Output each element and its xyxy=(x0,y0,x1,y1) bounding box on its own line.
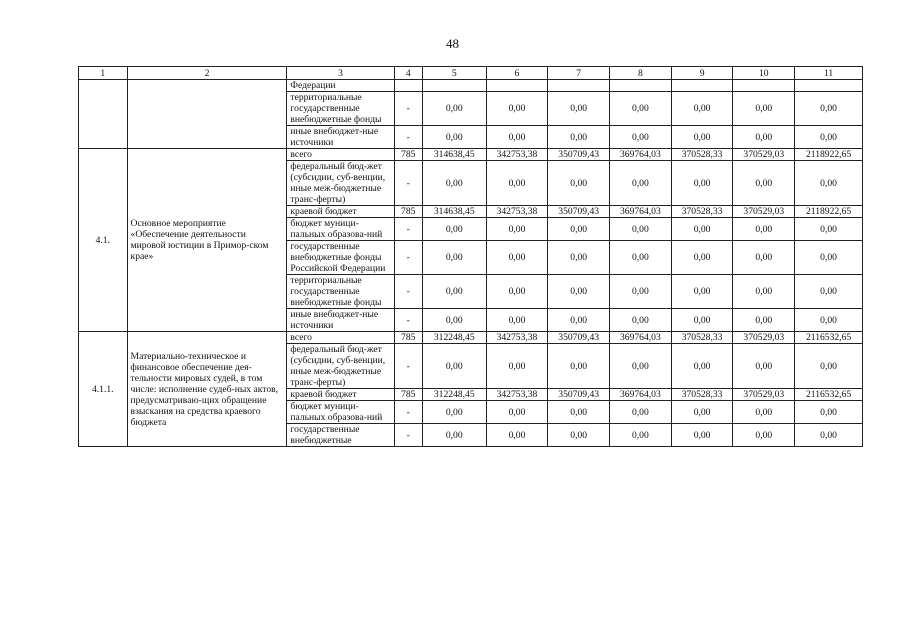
amount-cell: 370529,03 xyxy=(733,149,795,161)
amount-cell: 369764,03 xyxy=(610,206,672,218)
amount-cell: 0,00 xyxy=(733,241,795,275)
amount-cell: 0,00 xyxy=(486,241,548,275)
amount-cell: 0,00 xyxy=(486,275,548,309)
amount-cell: 0,00 xyxy=(610,126,672,149)
amount-cell: 314638,45 xyxy=(422,149,486,161)
amount-cell: 0,00 xyxy=(610,401,672,424)
amount-cell: 0,00 xyxy=(671,275,733,309)
amount-cell: 0,00 xyxy=(422,126,486,149)
amount-cell: 0,00 xyxy=(733,126,795,149)
column-header-4: 4 xyxy=(394,67,422,80)
amount-cell: 342753,38 xyxy=(486,149,548,161)
amount-cell: 370528,33 xyxy=(671,332,733,344)
amount-cell: 342753,38 xyxy=(486,389,548,401)
amount-cell: 312248,45 xyxy=(422,389,486,401)
amount-cell: 0,00 xyxy=(610,92,672,126)
grbs-code xyxy=(394,80,422,92)
amount-cell: 2118922,65 xyxy=(795,206,863,218)
amount-cell: 0,00 xyxy=(795,424,863,447)
grbs-code: - xyxy=(394,241,422,275)
amount-cell: 0,00 xyxy=(733,401,795,424)
amount-cell: 0,00 xyxy=(610,241,672,275)
column-header-9: 9 xyxy=(671,67,733,80)
amount-cell: 0,00 xyxy=(671,309,733,332)
amount-cell: 312248,45 xyxy=(422,332,486,344)
amount-cell: 0,00 xyxy=(422,424,486,447)
item-name: Основное мероприятие «Обеспечение деятельности мировой юстиции в Примор-ском крае» xyxy=(127,149,287,332)
column-header-11: 11 xyxy=(795,67,863,80)
grbs-code: - xyxy=(394,401,422,424)
amount-cell xyxy=(795,80,863,92)
funding-source: краевой бюджет xyxy=(287,389,394,401)
grbs-code: - xyxy=(394,275,422,309)
funding-source: бюджет муници-пальных образова-ний xyxy=(287,218,394,241)
amount-cell: 0,00 xyxy=(486,309,548,332)
amount-cell: 0,00 xyxy=(671,218,733,241)
amount-cell: 369764,03 xyxy=(610,149,672,161)
amount-cell: 0,00 xyxy=(671,161,733,206)
amount-cell: 0,00 xyxy=(422,218,486,241)
amount-cell: 0,00 xyxy=(610,344,672,389)
amount-cell: 0,00 xyxy=(422,92,486,126)
grbs-code: - xyxy=(394,218,422,241)
funding-source: всего xyxy=(287,149,394,161)
amount-cell xyxy=(422,80,486,92)
item-name xyxy=(127,80,287,149)
amount-cell: 0,00 xyxy=(422,309,486,332)
amount-cell: 369764,03 xyxy=(610,332,672,344)
page-number: 48 xyxy=(446,36,459,51)
funding-source: Федерации xyxy=(287,80,394,92)
column-header-8: 8 xyxy=(610,67,672,80)
amount-cell: 0,00 xyxy=(795,309,863,332)
amount-cell: 0,00 xyxy=(671,92,733,126)
amount-cell: 0,00 xyxy=(733,275,795,309)
amount-cell: 350709,43 xyxy=(548,389,610,401)
amount-cell: 0,00 xyxy=(548,92,610,126)
funding-source: территориальные государственные внебюджетные фонды xyxy=(287,92,394,126)
amount-cell: 0,00 xyxy=(733,344,795,389)
amount-cell: 370528,33 xyxy=(671,149,733,161)
column-header-5: 5 xyxy=(422,67,486,80)
column-header-2: 2 xyxy=(127,67,287,80)
funding-source: государственные внебюджетные фонды Российской Федерации xyxy=(287,241,394,275)
grbs-code: - xyxy=(394,424,422,447)
grbs-code: 785 xyxy=(394,332,422,344)
amount-cell: 0,00 xyxy=(610,161,672,206)
amount-cell: 0,00 xyxy=(733,424,795,447)
amount-cell: 342753,38 xyxy=(486,206,548,218)
amount-cell: 0,00 xyxy=(795,92,863,126)
amount-cell xyxy=(671,80,733,92)
grbs-code: - xyxy=(394,126,422,149)
amount-cell: 0,00 xyxy=(795,344,863,389)
amount-cell: 0,00 xyxy=(610,309,672,332)
amount-cell: 0,00 xyxy=(610,424,672,447)
funding-source: бюджет муници-пальных образова-ний xyxy=(287,401,394,424)
amount-cell: 0,00 xyxy=(795,161,863,206)
column-header-7: 7 xyxy=(548,67,610,80)
column-header-1: 1 xyxy=(79,67,128,80)
grbs-code: 785 xyxy=(394,389,422,401)
amount-cell: 0,00 xyxy=(795,218,863,241)
amount-cell: 0,00 xyxy=(422,275,486,309)
table-row xyxy=(79,149,863,161)
funding-source: территориальные государственные внебюджетные фонды xyxy=(287,275,394,309)
amount-cell: 342753,38 xyxy=(486,332,548,344)
amount-cell: 0,00 xyxy=(795,401,863,424)
amount-cell: 0,00 xyxy=(733,309,795,332)
column-number-row xyxy=(79,67,863,80)
amount-cell: 0,00 xyxy=(795,275,863,309)
item-name: Материально-техническое и финансовое обеспечение дея-тельности мировых судей, в том числе: исполнение судеб-ных актов, предусматриваю-щих обращение взыскания на средства краевого бюджета xyxy=(127,332,287,447)
amount-cell: 314638,45 xyxy=(422,206,486,218)
amount-cell: 370529,03 xyxy=(733,389,795,401)
amount-cell: 0,00 xyxy=(671,344,733,389)
table-row xyxy=(79,80,863,92)
amount-cell: 0,00 xyxy=(548,275,610,309)
table-row xyxy=(79,332,863,344)
grbs-code: 785 xyxy=(394,206,422,218)
amount-cell: 0,00 xyxy=(548,424,610,447)
amount-cell xyxy=(610,80,672,92)
amount-cell: 0,00 xyxy=(548,218,610,241)
funding-source: федеральный бюд-жет (субсидии, суб-венции, иные меж-бюджетные транс-ферты) xyxy=(287,161,394,206)
amount-cell: 370529,03 xyxy=(733,206,795,218)
amount-cell: 0,00 xyxy=(733,92,795,126)
amount-cell: 0,00 xyxy=(548,161,610,206)
amount-cell: 0,00 xyxy=(422,161,486,206)
amount-cell xyxy=(733,80,795,92)
amount-cell xyxy=(486,80,548,92)
amount-cell: 0,00 xyxy=(733,218,795,241)
budget-table xyxy=(78,66,863,447)
funding-source: иные внебюджет-ные источники xyxy=(287,309,394,332)
amount-cell: 0,00 xyxy=(671,126,733,149)
amount-cell: 0,00 xyxy=(671,401,733,424)
table-body xyxy=(79,80,863,447)
amount-cell: 0,00 xyxy=(610,218,672,241)
amount-cell: 0,00 xyxy=(486,344,548,389)
item-number: 4.1.1. xyxy=(79,332,128,447)
funding-source: всего xyxy=(287,332,394,344)
amount-cell: 0,00 xyxy=(422,401,486,424)
amount-cell: 0,00 xyxy=(671,241,733,275)
item-number xyxy=(79,80,128,149)
amount-cell: 0,00 xyxy=(548,126,610,149)
amount-cell: 0,00 xyxy=(486,401,548,424)
amount-cell: 0,00 xyxy=(548,241,610,275)
column-header-3: 3 xyxy=(287,67,394,80)
amount-cell: 350709,43 xyxy=(548,206,610,218)
amount-cell: 369764,03 xyxy=(610,389,672,401)
amount-cell: 2118922,65 xyxy=(795,149,863,161)
amount-cell: 0,00 xyxy=(486,92,548,126)
column-header-6: 6 xyxy=(486,67,548,80)
grbs-code: - xyxy=(394,161,422,206)
amount-cell: 0,00 xyxy=(548,309,610,332)
amount-cell: 350709,43 xyxy=(548,332,610,344)
amount-cell: 0,00 xyxy=(610,275,672,309)
amount-cell: 0,00 xyxy=(486,161,548,206)
amount-cell: 0,00 xyxy=(548,401,610,424)
funding-source: краевой бюджет xyxy=(287,206,394,218)
amount-cell xyxy=(548,80,610,92)
grbs-code: - xyxy=(394,92,422,126)
amount-cell: 2116532,65 xyxy=(795,332,863,344)
amount-cell: 0,00 xyxy=(795,126,863,149)
amount-cell: 2116532,65 xyxy=(795,389,863,401)
funding-source: иные внебюджет-ные источники xyxy=(287,126,394,149)
amount-cell: 370529,03 xyxy=(733,332,795,344)
amount-cell: 350709,43 xyxy=(548,149,610,161)
amount-cell: 0,00 xyxy=(486,126,548,149)
column-header-10: 10 xyxy=(733,67,795,80)
item-number: 4.1. xyxy=(79,149,128,332)
amount-cell: 0,00 xyxy=(486,218,548,241)
amount-cell: 370528,33 xyxy=(671,206,733,218)
amount-cell: 0,00 xyxy=(548,344,610,389)
amount-cell: 370528,33 xyxy=(671,389,733,401)
grbs-code: - xyxy=(394,344,422,389)
amount-cell: 0,00 xyxy=(486,424,548,447)
amount-cell: 0,00 xyxy=(671,424,733,447)
funding-source: государственные внебюджетные xyxy=(287,424,394,447)
amount-cell: 0,00 xyxy=(422,241,486,275)
amount-cell: 0,00 xyxy=(795,241,863,275)
grbs-code: - xyxy=(394,309,422,332)
grbs-code: 785 xyxy=(394,149,422,161)
amount-cell: 0,00 xyxy=(422,344,486,389)
funding-source: федеральный бюд-жет (субсидии, суб-венции, иные меж-бюджетные транс-ферты) xyxy=(287,344,394,389)
amount-cell: 0,00 xyxy=(733,161,795,206)
